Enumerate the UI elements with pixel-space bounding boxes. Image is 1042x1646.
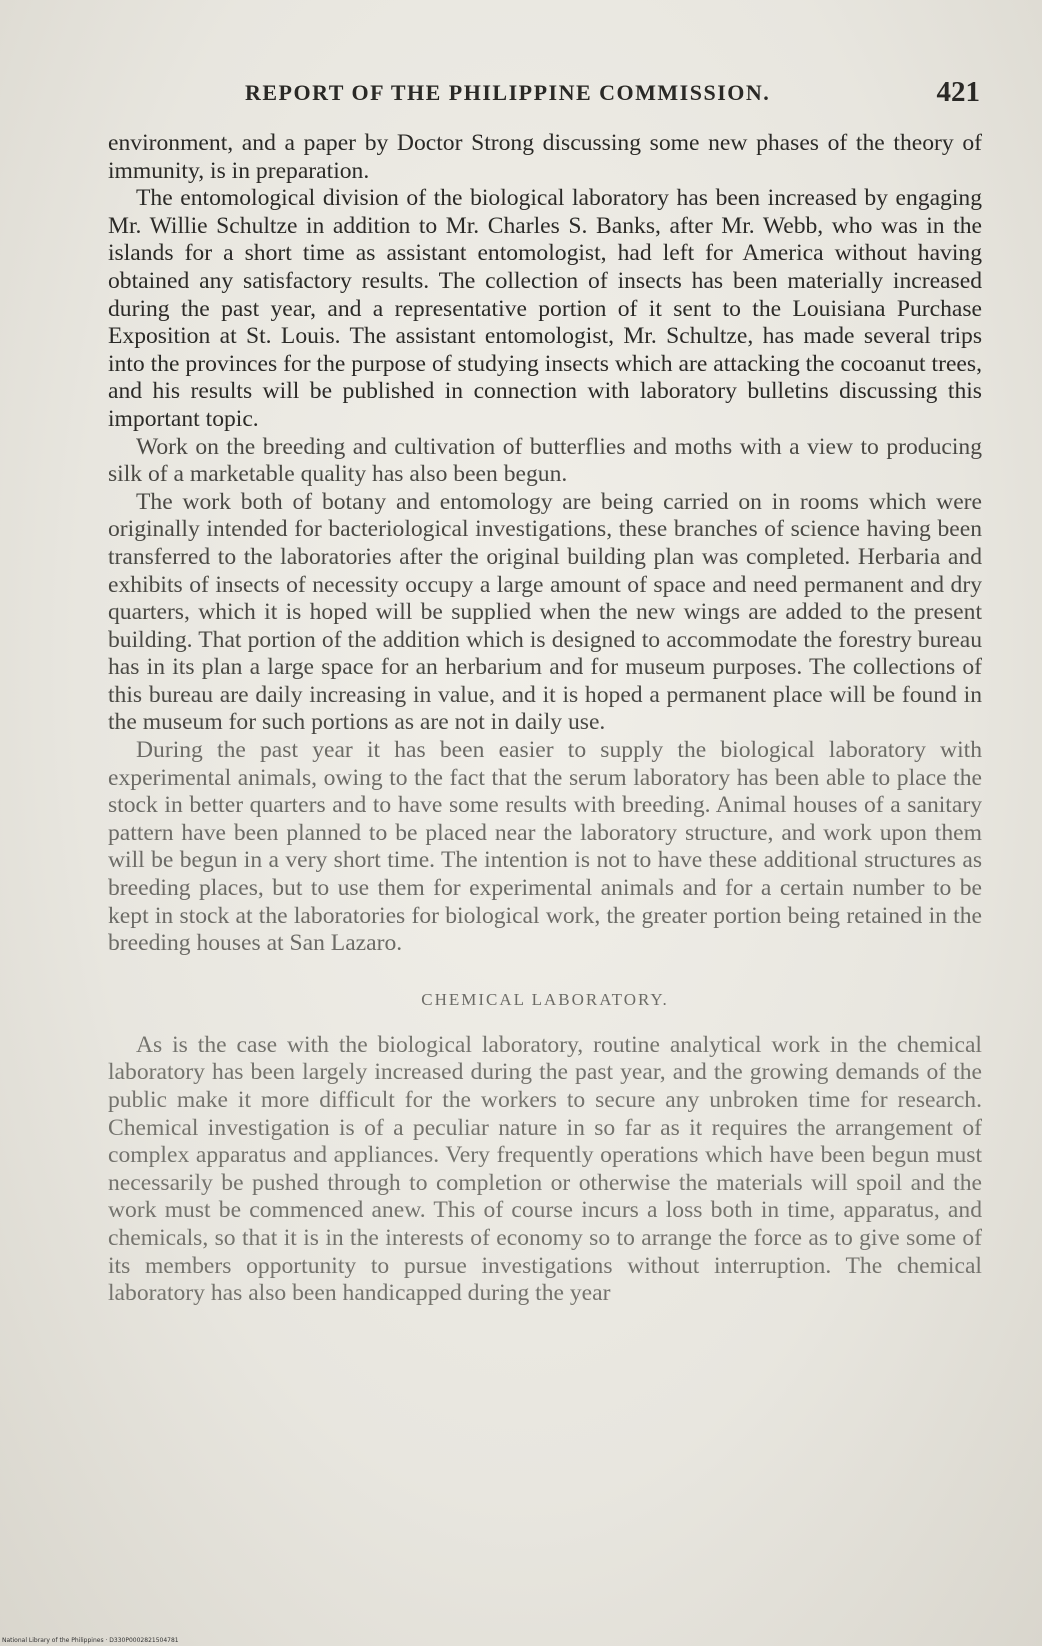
section-heading-chemical: CHEMICAL LABORATORY. <box>421 989 669 1009</box>
scan-credit: National Library of the Philippines · D330P0002821504781 <box>2 1637 179 1644</box>
paragraph-silk: Work on the breeding and cultivation of butterflies and moths with a view to producing silk of a marketable quality has also been begun. <box>108 433 982 488</box>
paragraph-chemical: As is the case with the biological laboratory, routine analytical work in the chemical laboratory has been largely increased during the past year, and the growing demands of the public make it more difficult for the workers to secure any unbroken time for research. Chemical investigation is of a peculiar nature in so far as it requires the arrangement of complex apparatus and appliances. Very frequently operations which have been begun must necessarily be pushed through to completion or otherwise the materials will spoil and the work must be commenced anew. This of course incurs a loss both in time, apparatus, and chemicals, so that it is in the interests of economy so to arrange the force as to give some of its members opportunity to pursue investigations without interruption. The chemical laboratory has also been handicapped during the year <box>108 1031 982 1307</box>
page-header <box>245 76 980 116</box>
page-number: 421 <box>936 76 980 108</box>
paragraph-botany: The work both of botany and entomology are being carried on in rooms which were originally intended for bacteriological investigations, these branches of science having been transferred to the laboratories after the original building plan was completed. Herbaria and exhibits of insects of necessity occupy a large amount of space and need permanent and dry quarters, which it is hoped will be supplied when the new wings are added to the present building. That portion of the addition which is designed to accommodate the forestry bureau has in its plan a large space for an herbarium and for museum purposes. The collections of this bureau are daily increasing in value, and it is hoped a permanent place will be found in the museum for such portions as are not in daily use. <box>108 488 982 736</box>
paragraph-animals: During the past year it has been easier to supply the biological laboratory with experimental animals, owing to the fact that the serum laboratory has been able to place the stock in better quarters and to have some results with breeding. Animal houses of a sanitary pattern have been planned to be placed near the laboratory structure, and work upon them will be begun in a very short time. The intention is not to have these additional structures as breeding places, but to use them for experimental animals and for a certain number to be kept in stock at the laboratories for biological work, the greater portion being retained in the breeding houses at San Lazaro. <box>108 737 982 957</box>
paragraph-entomology: The entomological division of the biological laboratory has been increased by engaging Mr. Willie Schultze in addition to Mr. Charles S. Banks, after Mr. Webb, who was in the islands for a short time as assistant entomologist, had left for America without having obtained any satisfactory results. The collection of insects has been materially increased during the past year, and a representative portion of it sent to the Louisiana Purchase Exposition at St. Louis. The assistant entomologist, Mr. Schultze, has made several trips into the provinces for the purpose of studying insects which are attacking the cocoanut trees, and his results will be published in connection with laboratory bulletins discussing this important topic. <box>108 185 982 432</box>
body-text <box>108 130 982 1308</box>
running-title: REPORT OF THE PHILIPPINE COMMISSION. <box>245 80 771 105</box>
paragraph-immunity: environment, and a paper by Doctor Strong discussing some new phases of the theory of immunity, is in preparation. <box>108 130 982 184</box>
